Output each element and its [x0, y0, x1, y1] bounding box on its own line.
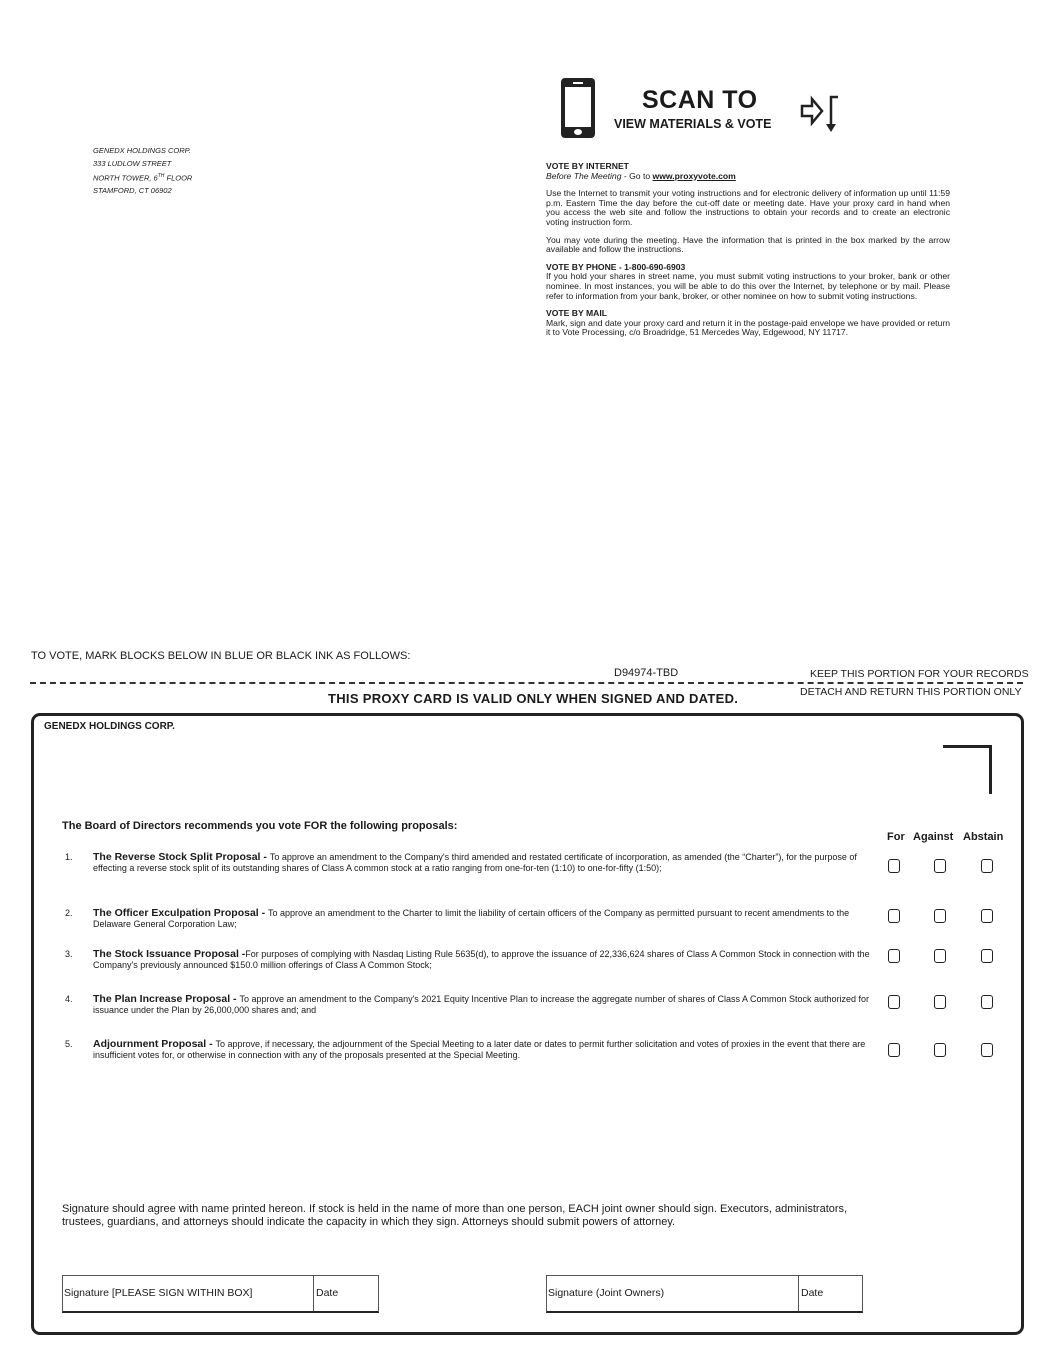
address-part: NORTH TOWER, 6 [93, 173, 158, 183]
proposal-3 [65, 949, 870, 971]
proposal-5 [65, 1039, 870, 1061]
checkbox-proposal-2-against[interactable] [934, 909, 946, 923]
checkbox-proposal-4-abstain[interactable] [981, 995, 993, 1009]
detach-line [30, 682, 1023, 684]
mail-heading: VOTE BY MAIL [546, 308, 607, 319]
signature-label: Signature (Joint Owners) [548, 1287, 665, 1299]
proposal-text: To approve an amendment to the Company's third amended and restated certificate of incorporation, as amended (the “Charter”), for the purpose of effecting a reverse stock split of its outstanding shares of Class A common stock at a ratio ranging from one-for-ten (1:10) to one-for-fifty (1:50); [93, 852, 857, 873]
internet-text: Use the Internet to transmit your voting instructions and for electronic delivery of information up until 11:59 p.m. Eastern Time the day before the cut-off date or meeting date. Have your proxy card in hand when you access the web site and follow the instructions to obtain your records and to create an electronic voting instruction form. [546, 188, 950, 227]
return-address [93, 145, 192, 198]
scan-title: SCAN TO [642, 86, 758, 114]
control-code: D94974-TBD [614, 667, 679, 679]
keep-portion-label: KEEP THIS PORTION FOR YOUR RECORDS [810, 668, 1029, 680]
checkbox-proposal-1-against[interactable] [934, 859, 946, 873]
address-line [93, 170, 192, 185]
phone-icon [561, 78, 595, 138]
checkbox-proposal-3-abstain[interactable] [981, 949, 993, 963]
meeting-text: You may vote during the meeting. Have the information that is printed in the box marked by the arrow available and follow the instructions. [546, 234, 950, 255]
checkbox-proposal-5-against[interactable] [934, 1043, 946, 1057]
checkbox-proposal-2-abstain[interactable] [981, 909, 993, 923]
proposal-number: 3. [65, 949, 73, 959]
proposal-title: The Officer Exculpation Proposal - [93, 907, 269, 919]
address-sup: TH [157, 173, 165, 179]
proposal-4 [65, 994, 870, 1016]
checkbox-proposal-1-abstain[interactable] [981, 859, 993, 873]
proposal-2 [65, 908, 870, 930]
proposal-text: To approve an amendment to the Charter to limit the liability of certain officers of the Company as permitted pursuant to recent amendments to the Delaware General Corporation Law; [93, 908, 850, 929]
date-label: Date [316, 1287, 339, 1299]
proposal-text: To approve an amendment to the Company's 2021 Equity Incentive Plan to increase the aggregate number of shares of Class A Common Stock authorized for issuance under the Plan by 26,000,000 shares and; and [93, 994, 870, 1015]
phone-heading: VOTE BY PHONE - 1-800-690-6903 [546, 261, 686, 272]
proxyvote-link[interactable]: www.proxyvote.com [652, 170, 736, 181]
proposal-number: 1. [65, 852, 73, 862]
date-label: Date [801, 1287, 824, 1299]
voting-instructions [546, 162, 950, 346]
ink-instructions: TO VOTE, MARK BLOCKS BELOW IN BLUE OR BLACK INK AS FOLLOWS: [31, 650, 411, 662]
scan-subtitle: VIEW MATERIALS & VOTE [614, 117, 772, 131]
checkbox-proposal-4-for[interactable] [888, 995, 900, 1009]
column-for: For [887, 831, 905, 843]
address-line: GENEDX HOLDINGS CORP. [93, 146, 191, 155]
proposal-number: 2. [65, 908, 73, 918]
checkbox-proposal-2-for[interactable] [888, 909, 900, 923]
company-name: GENEDX HOLDINGS CORP. [44, 721, 175, 732]
proposal-number: 5. [65, 1039, 73, 1049]
internet-heading: VOTE BY INTERNET [546, 161, 629, 171]
proposal-text: To approve, if necessary, the adjournment of the Special Meeting to a later date or dates to permit further solicitation and votes of proxies in the event that there are insufficient votes for, or otherwise in connection with any of the proposals presented at the Special Meeting. [93, 1039, 866, 1060]
phone-text: If you hold your shares in street name, you must submit voting instructions to your broker, bank or other nominee. In most instances, you will be able to do this over the Internet, by telephone or by mail. Please refer to information from your bank, broker, or other nominee on how to submit voting instructions. [546, 271, 950, 301]
proposal-number: 4. [65, 994, 73, 1004]
validity-notice: THIS PROXY CARD IS VALID ONLY WHEN SIGNED AND DATED. [328, 691, 739, 706]
goto-text: - Go to [621, 170, 653, 181]
address-part: FLOOR [164, 173, 193, 183]
proposal-1 [65, 852, 870, 874]
checkbox-proposal-1-for[interactable] [888, 859, 900, 873]
checkbox-proposal-3-against[interactable] [934, 949, 946, 963]
before-meeting: Before The Meeting [546, 170, 622, 181]
detach-label: DETACH AND RETURN THIS PORTION ONLY [800, 686, 1022, 698]
checkbox-proposal-5-for[interactable] [888, 1043, 900, 1057]
corner-mark [943, 745, 992, 794]
mail-text: Mark, sign and date your proxy card and return it in the postage-paid envelope we have provided or return it to Vote Processing, c/o Broadridge, 51 Mercedes Way, Edgewood, NY 11717. [546, 317, 950, 338]
proposal-title: The Plan Increase Proposal - [93, 993, 240, 1005]
signature-box[interactable] [62, 1275, 379, 1313]
signature-label: Signature [PLEASE SIGN WITHIN BOX] [64, 1287, 253, 1299]
checkbox-proposal-3-for[interactable] [888, 949, 900, 963]
signature-note: Signature should agree with name printed hereon. If stock is held in the name of more than one person, EACH joint owner should sign. Executors, administrators, trustees, guardians, and attorneys should indicate the capacity in which they sign. Attorneys should submit powers of attorney. [62, 1203, 848, 1228]
checkbox-proposal-5-abstain[interactable] [981, 1043, 993, 1057]
address-line: STAMFORD, CT 06902 [93, 186, 172, 195]
proposal-title: The Stock Issuance Proposal - [93, 948, 246, 960]
column-abstain: Abstain [963, 831, 1004, 843]
arrow-right-icon [800, 94, 842, 134]
proposal-title: Adjournment Proposal - [93, 1038, 216, 1050]
column-against: Against [913, 831, 954, 843]
board-recommendation: The Board of Directors recommends you vote FOR the following proposals: [62, 820, 458, 832]
ballot-card [31, 713, 1024, 1335]
address-line: 333 LUDLOW STREET [93, 158, 172, 168]
joint-signature-box[interactable] [546, 1275, 863, 1313]
proposal-title: The Reverse Stock Split Proposal - [93, 851, 270, 863]
proposal-text: For purposes of complying with Nasdaq Listing Rule 5635(d), to approve the issuance of 22,336,624 shares of Class A Common Stock in connection with the Company's previously announced $150.0 million offerings of Class A Common Stock; [93, 949, 870, 970]
checkbox-proposal-4-against[interactable] [934, 995, 946, 1009]
